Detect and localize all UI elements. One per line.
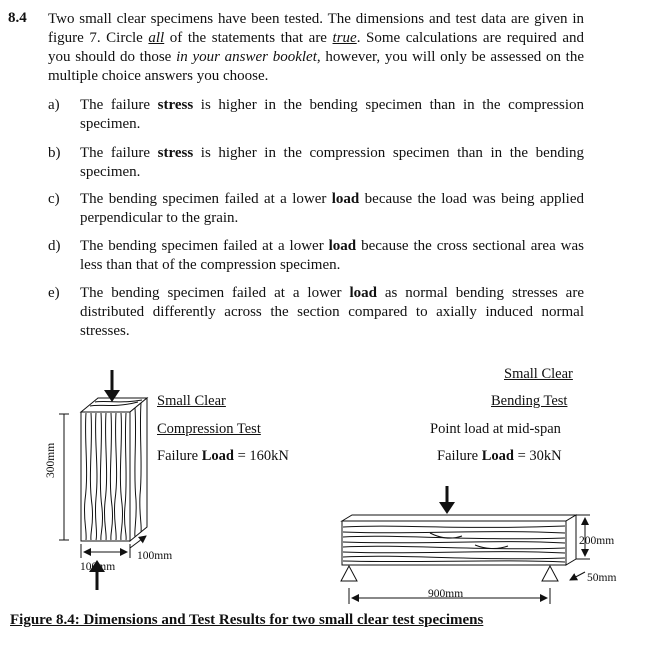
- option-label: b): [48, 145, 61, 161]
- text-segment: of the statements that are: [164, 30, 333, 46]
- failure-value: = 30kN: [513, 448, 562, 464]
- failure-label: Failure: [437, 448, 482, 464]
- text-segment: as normal bending stresses are distributed differently across the section compared to axially induced normal stresses.: [80, 285, 584, 339]
- compression-failure-load: [157, 447, 289, 465]
- text-segment: . Some calculations are required and you should do those: [48, 30, 584, 65]
- text-segment: The bending specimen failed at a lower: [80, 238, 329, 254]
- text-segment: load: [331, 191, 360, 207]
- bending-failure-load: [437, 447, 562, 465]
- text-segment: stress: [157, 97, 194, 113]
- bending-title-line2: Bending Test: [491, 393, 568, 409]
- text-segment: is higher in the compression specimen than in the bending specimen.: [80, 145, 584, 180]
- failure-bold: Load: [201, 448, 234, 464]
- compression-title-line1: Small Clear: [157, 393, 226, 409]
- bending-specimen: [342, 515, 576, 565]
- text-segment: , however, you will only be assessed on the multiple choice answers you choose.: [48, 49, 585, 84]
- text-segment: is higher in the bending specimen than in the compression specimen.: [80, 97, 584, 132]
- text-segment: The bending specimen failed at a lower: [80, 191, 332, 207]
- compression-height-dim: 300mm: [45, 442, 57, 478]
- compression-depth-dim: 100mm: [137, 550, 173, 562]
- option-label: d): [48, 238, 61, 254]
- compression-width-dim: 100mm: [80, 561, 116, 573]
- question-number: 8.4: [8, 10, 27, 26]
- option-label: c): [48, 191, 60, 207]
- compression-specimen: [81, 398, 147, 541]
- text-segment: Two small clear specimens have been tested. The dimensions and test data are given in figure 7. Circle: [48, 11, 584, 46]
- text-segment: The bending specimen failed at a lower: [80, 285, 350, 301]
- figure-caption: Figure 8.4: Dimensions and Test Results for two small clear test specimens: [10, 612, 484, 628]
- text-segment: stress: [157, 145, 194, 161]
- text-segment: true: [332, 30, 357, 46]
- bending-load-type: Point load at mid-span: [430, 421, 561, 437]
- failure-value: = 160kN: [233, 448, 289, 464]
- bending-height-dim: 200mm: [579, 535, 615, 547]
- failure-label: Failure: [157, 448, 202, 464]
- text-segment: because the cross sectional area was less than that of the compression specimen.: [80, 238, 585, 273]
- text-segment: load: [349, 285, 377, 301]
- text-segment: in your answer booklet: [176, 49, 317, 65]
- text-segment: load: [328, 238, 357, 254]
- compression-title-line2: Compression Test: [157, 421, 261, 437]
- text-segment: The failure: [80, 145, 158, 161]
- text-segment: The failure: [80, 97, 158, 113]
- option-label: a): [48, 97, 60, 113]
- failure-bold: Load: [481, 448, 514, 464]
- text-segment: because the load was being applied perpendicular to the grain.: [80, 191, 585, 226]
- bending-width-dim: 50mm: [587, 572, 617, 584]
- bending-span-dim: 900mm: [428, 588, 464, 600]
- text-segment: all: [148, 30, 165, 46]
- option-label: e): [48, 285, 60, 301]
- bending-title-line1: Small Clear: [504, 366, 573, 382]
